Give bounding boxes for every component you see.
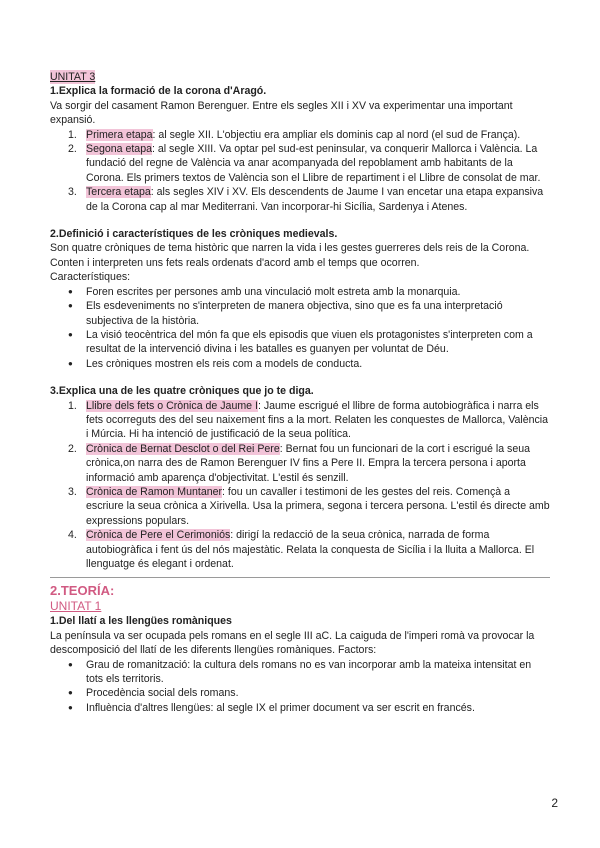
- question-3-title: 3.Explica una de les quatre cròniques que jo te diga.: [50, 385, 314, 398]
- list-item: 3. Tercera etapa: als segles XIV i XV. Els descendents de Jaume I van encetar una etapa expansiva de la Corona cap al mar Mediterrani. Van incorporar-hi Sicília, Sardenya i Atenes.: [68, 186, 544, 213]
- section-divider: [50, 577, 550, 578]
- unit-1-heading: UNITAT 1: [50, 599, 102, 614]
- list-item: ● Les cròniques mostren els reis com a models de conducta.: [68, 357, 363, 370]
- question-2-sub: Característiques:: [50, 271, 131, 284]
- list-item: ● Procedència social dels romans.: [68, 687, 239, 700]
- list-item: ● La visió teocèntrica del món fa que els episodis que viuen els protagonistes s'interpreten com a resultat de la intervenció divina i les batalles es guanyen per voluntat de Déu.: [68, 328, 533, 356]
- list-item: ● Grau de romanització: la cultura dels romans no es van incorporar amb la mateixa intensitat en tots els territoris.: [68, 658, 532, 686]
- question-1-list: [50, 128, 550, 214]
- list-item: 1. Primera etapa: al segle XII. L'objectiu era ampliar els dominis cap al nord (el sud de França).: [68, 128, 521, 141]
- question-2-title: 2.Definició i característiques de les cròniques medievals.: [50, 228, 338, 241]
- list-item: 2. Segona etapa: al segle XIII. Va optar pel sud-est peninsular, va conquerir Mallorca i València. La fundació del regne de València va anar acompanyada del repoblament amb habitants de la Corona. Els primers textos de València son el Llibre de repartiment i el Llibre de consolat de mar.: [68, 143, 541, 184]
- list-item: 2. Crònica de Bernat Desclot o del Rei Pere: Bernat fou un funcionari de la cort i escrigué la seua crònica,on narra des de Ramon Berenguer IV fins a Pere II. Empra la tercera persona i aporta informació amb aparença d'objectivitat. L'estil és senzill.: [68, 442, 531, 484]
- section-bullets: [50, 658, 550, 716]
- theory-heading: 2.TEORÍA:: [50, 583, 115, 599]
- page-number: 2: [551, 796, 558, 810]
- list-item: ● Influència d'altres llengües: al segle IX el primer document va ser escrit en francés.: [68, 701, 475, 714]
- document-body: [50, 70, 550, 715]
- list-item: 1. Llibre dels fets o Crònica de Jaume I: Jaume escrigué el llibre de forma autobiogràfica i narra els fets ocorreguts des del seu naixement fins a la mort. Relaten les conquestes de Mallorca, València i Múrcia. Hi ha intenció de justificació de la seua política.: [68, 399, 549, 441]
- question-2-intro: Son quatre cròniques de tema històric que narren la vida i les gestes guerreres dels reis de la Corona. Conten i interpreten uns fets reals ordenats d'acord amb el temps que ocorren.: [50, 242, 530, 269]
- section-title: 1.Del llatí a les llengües romàniques: [50, 615, 232, 628]
- list-item: ● Foren escrites per persones amb una vinculació molt estreta amb la monarquia.: [68, 285, 461, 298]
- list-item: 4. Crònica de Pere el Cerimoniós: dirigí la redacció de la seua crònica, narrada de forma autobiogràfica i fent ús del nós majestàtic. Relata la conquesta de Sicília i la lluita a Mallorca. El llenguatge és elegant i ordenat.: [68, 529, 535, 570]
- unit-3-heading: UNITAT 3: [50, 71, 96, 83]
- question-1-intro: Va sorgir del casament Ramon Berenguer. Entre els segles XII i XV va experimentar una important expansió.: [50, 99, 513, 127]
- question-1-title: 1.Explica la formació de la corona d'Aragó.: [50, 85, 267, 98]
- question-3-list: [50, 399, 550, 572]
- question-2-bullets: [50, 285, 550, 371]
- list-item: ● Els esdeveniments no s'interpreten de manera objectiva, sino que es fa una interpretació subjectiva de la història.: [68, 300, 503, 327]
- list-item: 3. Crònica de Ramon Muntaner: fou un cavaller i testimoni de les gestes del reis. Començà a escriure la seua crònica a Xirivella. Usa la primera, segona i tercera persona. L'estil és directe amb expressions populars.: [68, 485, 550, 527]
- section-intro: La península va ser ocupada pels romans en el segle III aC. La caiguda de l'imperi romà va provocar la descomposició del llatí de les diferents llengües romàniques. Factors:: [50, 629, 535, 657]
